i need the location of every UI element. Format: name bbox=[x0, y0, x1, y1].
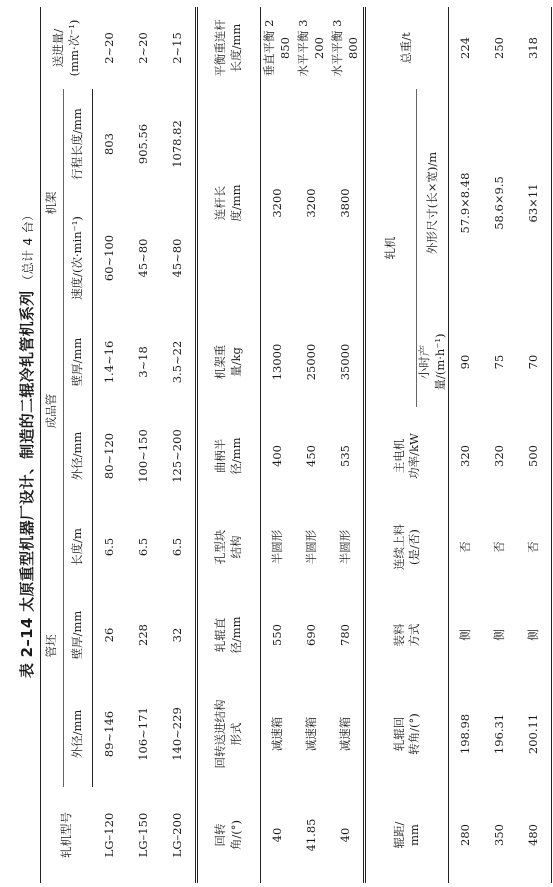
cell-blank-od: 106~171 bbox=[136, 707, 151, 761]
cell-product-od: 100~150 bbox=[136, 429, 151, 483]
table-row bbox=[93, 7, 128, 883]
table-row bbox=[483, 7, 517, 883]
cell-crank-radius: 450 bbox=[304, 445, 319, 467]
cell-groove-block: 半圆形 bbox=[270, 529, 285, 565]
cell-total-weight: 250 bbox=[492, 37, 507, 59]
table-row bbox=[449, 7, 484, 883]
cell-product-od: 125~200 bbox=[170, 429, 185, 483]
cell-model: LG–120 bbox=[101, 812, 116, 858]
table-row bbox=[161, 7, 197, 883]
cell-blank-od: 89~146 bbox=[102, 710, 117, 758]
header-continuous-loading: 连续上料 (是/否) bbox=[365, 505, 449, 589]
header-feed: 送进量/ (mm·次⁻¹) bbox=[51, 19, 81, 77]
cell-stand-speed: 60~100 bbox=[102, 234, 117, 282]
header-row-1 bbox=[41, 7, 64, 883]
header-dimensions: 外形尺寸(长×宽)/m bbox=[424, 151, 439, 255]
cell-balance-rod: 水平平衡 3 800 bbox=[330, 19, 360, 77]
table-row bbox=[295, 7, 329, 883]
cell-balance-rod: 水平平衡 3 200 bbox=[296, 19, 326, 77]
cell-motor-power: 320 bbox=[458, 445, 473, 467]
header-model: 轧机型号 bbox=[58, 812, 73, 858]
header-product-od: 外径/mm bbox=[64, 407, 93, 505]
header-product-wall: 壁厚/mm bbox=[64, 317, 93, 407]
cell-motor-power: 320 bbox=[492, 445, 507, 467]
header-stand-speed: 速度/(次·min⁻¹) bbox=[64, 199, 93, 317]
cell-total-weight: 224 bbox=[458, 37, 473, 59]
header-crank-radius: 曲柄半 径/mm bbox=[197, 407, 261, 505]
cell-blank-od: 140~229 bbox=[170, 707, 185, 761]
table-caption bbox=[16, 0, 37, 887]
table-row bbox=[517, 7, 552, 883]
cell-roll-diameter: 550 bbox=[270, 624, 285, 646]
cell-crank-radius: 400 bbox=[270, 445, 285, 467]
cell-blank-length: 6.5 bbox=[136, 537, 151, 557]
cell-product-wall: 1.4~16 bbox=[102, 340, 117, 384]
cell-roll-spacing: 280 bbox=[458, 824, 473, 846]
header-blank-wall: 壁厚/mm bbox=[64, 589, 93, 681]
cell-stand-speed: 45~80 bbox=[170, 238, 185, 278]
cell-balance-rod: 垂直平衡 2 850 bbox=[262, 19, 292, 77]
cell-hourly-output: 90 bbox=[458, 354, 473, 370]
cell-continuous-loading: 否 bbox=[526, 541, 541, 553]
cell-rod-length: 3200 bbox=[304, 188, 319, 218]
table-title: 表 2–14 太原重型机器厂设计、制造的二辊冷轧管机系列 bbox=[18, 290, 36, 679]
cell-stand-stroke: 905.56 bbox=[136, 123, 151, 165]
cell-product-od: 80~120 bbox=[102, 432, 117, 480]
cell-turn-angle: 41.85 bbox=[304, 818, 319, 852]
cell-crank-radius: 535 bbox=[338, 445, 353, 467]
cell-turn-angle: 40 bbox=[338, 827, 353, 843]
header-stand-weight: 机架重 量/kg bbox=[197, 317, 261, 407]
cell-stand-stroke: 803 bbox=[102, 133, 117, 155]
cell-loading-method: 侧 bbox=[492, 629, 507, 641]
header-turn-angle: 回转 角/(°) bbox=[197, 787, 261, 883]
header-roll-spacing: 辊距/ mm bbox=[365, 787, 449, 883]
cell-total-weight: 318 bbox=[526, 37, 541, 59]
cell-model: LG–200 bbox=[170, 812, 185, 858]
cell-product-wall: 3~18 bbox=[136, 346, 151, 378]
cell-turn-angle: 40 bbox=[270, 827, 285, 843]
section2-header-row bbox=[197, 7, 261, 883]
cell-stand-weight: 35000 bbox=[338, 343, 353, 381]
cell-roll-spacing: 350 bbox=[492, 824, 507, 846]
table-row bbox=[261, 7, 296, 883]
cell-roll-turn-angle: 200.11 bbox=[526, 713, 541, 755]
cell-groove-block: 半圆形 bbox=[304, 529, 319, 565]
cell-stand-stroke: 1078.82 bbox=[170, 120, 185, 168]
cell-loading-method: 侧 bbox=[526, 629, 541, 641]
section3-header-row-1 bbox=[365, 7, 417, 883]
header-total-weight: 总重/t bbox=[365, 7, 449, 89]
table-title-note: （总计 4 台） bbox=[21, 208, 35, 287]
cell-model: LG–150 bbox=[136, 812, 151, 858]
header-row-2 bbox=[64, 7, 93, 883]
cell-rotary-feed: 减速箱 bbox=[338, 716, 353, 752]
cell-roll-diameter: 690 bbox=[304, 624, 319, 646]
cell-rod-length: 3200 bbox=[270, 188, 285, 218]
cell-stand-speed: 45~80 bbox=[136, 238, 151, 278]
cell-rotary-feed: 减速箱 bbox=[270, 716, 285, 752]
header-rod-length: 连杆长 度/mm bbox=[197, 89, 261, 317]
cell-roll-diameter: 780 bbox=[338, 624, 353, 646]
header-balance-rod: 平衡重连杆 长度/mm bbox=[197, 7, 261, 89]
header-groove-block: 孔型块 结构 bbox=[197, 505, 261, 589]
header-blank-length: 长度/m bbox=[64, 505, 93, 589]
cell-feed: 2~20 bbox=[101, 32, 116, 64]
cell-dimensions: 57.9×8.48 bbox=[458, 172, 473, 234]
header-motor-power: 主电机 功率/kW bbox=[365, 407, 449, 505]
header-stand-stroke: 行程长度/mm bbox=[64, 89, 93, 199]
cell-feed: 2~20 bbox=[136, 32, 151, 64]
cell-continuous-loading: 否 bbox=[492, 541, 507, 553]
cell-dimensions: 63×11 bbox=[526, 183, 541, 223]
mill-series-table bbox=[40, 7, 552, 883]
cell-feed: 2~15 bbox=[170, 32, 185, 64]
header-roll-diameter: 轧辊直 径/mm bbox=[197, 589, 261, 681]
cell-stand-weight: 13000 bbox=[270, 343, 285, 381]
cell-hourly-output: 70 bbox=[526, 354, 541, 370]
table-row bbox=[329, 7, 365, 883]
cell-continuous-loading: 否 bbox=[458, 541, 473, 553]
cell-groove-block: 半圆形 bbox=[338, 529, 353, 565]
header-group-product: 成品管 bbox=[41, 317, 64, 505]
cell-stand-weight: 25000 bbox=[304, 343, 319, 381]
cell-hourly-output: 75 bbox=[492, 354, 507, 370]
header-group-stand: 机架 bbox=[41, 89, 64, 317]
header-group-blank: 管坯 bbox=[41, 505, 64, 787]
cell-roll-turn-angle: 196.31 bbox=[492, 713, 507, 755]
cell-blank-length: 6.5 bbox=[102, 537, 117, 557]
cell-motor-power: 500 bbox=[526, 445, 541, 467]
table-row bbox=[127, 7, 161, 883]
cell-roll-spacing: 480 bbox=[526, 824, 541, 846]
cell-dimensions: 58.6×9.5 bbox=[492, 176, 507, 230]
cell-blank-wall: 32 bbox=[170, 627, 185, 643]
header-hourly-output: 小时产量/(m·h⁻¹) bbox=[417, 333, 447, 391]
cell-blank-wall: 26 bbox=[102, 627, 117, 643]
cell-product-wall: 3.5~22 bbox=[170, 340, 185, 384]
cell-roll-turn-angle: 198.98 bbox=[458, 713, 473, 755]
header-group-mill: 轧机 bbox=[365, 89, 417, 407]
cell-loading-method: 侧 bbox=[458, 629, 473, 641]
header-rotary-feed: 回转送进结构 形式 bbox=[197, 681, 261, 787]
cell-rod-length: 3800 bbox=[338, 188, 353, 218]
header-roll-turn-angle: 轧辊回 转角/(°) bbox=[365, 681, 449, 787]
header-blank-od: 外径/mm bbox=[64, 681, 93, 787]
cell-blank-length: 6.5 bbox=[170, 537, 185, 557]
cell-blank-wall: 228 bbox=[136, 624, 151, 646]
cell-rotary-feed: 减速箱 bbox=[304, 716, 319, 752]
header-loading-method: 装料 方式 bbox=[365, 589, 449, 681]
